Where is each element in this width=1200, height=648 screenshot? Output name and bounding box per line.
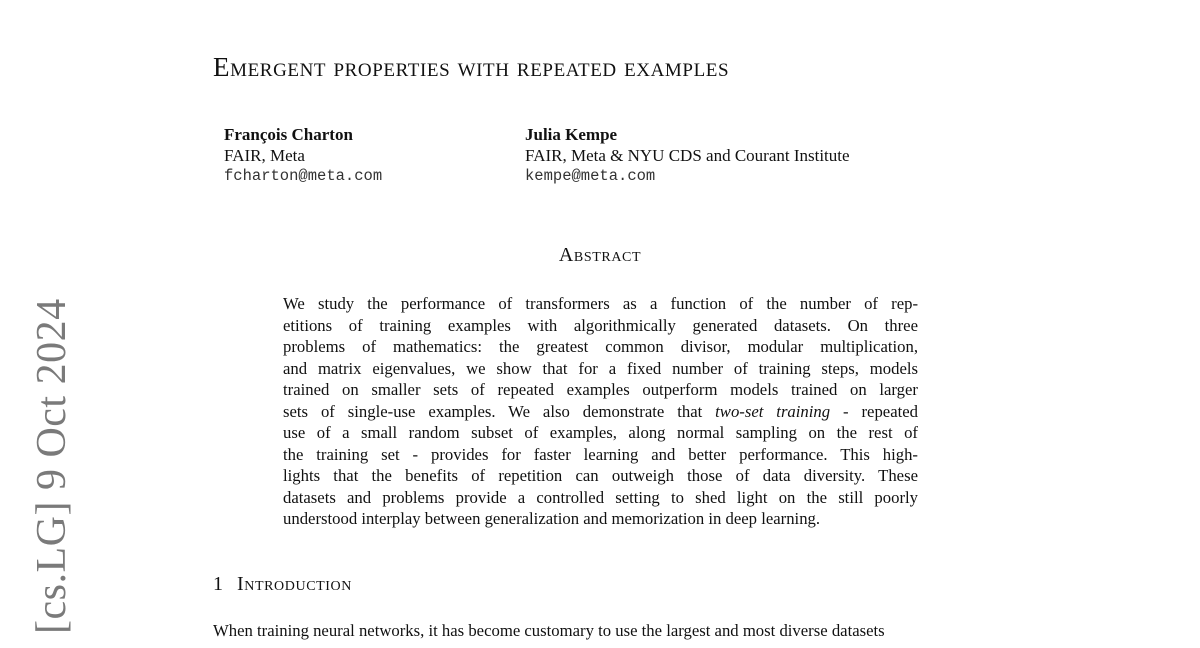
section-heading-introduction: [213, 573, 352, 596]
author-affiliation: FAIR, Meta: [224, 146, 305, 165]
abstract-line: etitions of training examples with algorithmically generated datasets. On three: [283, 315, 918, 335]
abstract-line: datasets and problems provide a controlled setting to shed light on the still poorly: [283, 487, 918, 507]
author-email[interactable]: kempe@meta.com: [525, 167, 656, 185]
author-email[interactable]: fcharton@meta.com: [224, 167, 383, 185]
abstract-line: the training set - provides for faster learning and better performance. This high-: [283, 444, 918, 464]
abstract-emphasis: two-set training: [715, 401, 831, 421]
section-title: Introduction: [237, 573, 352, 595]
abstract-line: lights that the benefits of repetition can outweigh those of data diversity. These: [283, 466, 918, 485]
author-block-1: [224, 124, 382, 187]
abstract-line: and matrix eigenvalues, we show that for a fixed number of training steps, models: [283, 358, 918, 378]
arxiv-sidebar-stamp: [cs.LG] 9 Oct 2024: [29, 298, 75, 634]
author-name: François Charton: [224, 125, 353, 144]
section-number: 1: [213, 573, 223, 595]
abstract-line-text: - repeated: [830, 401, 919, 421]
abstract-line: use of a small random subset of examples, along normal sampling on the rest of: [283, 423, 918, 442]
abstract-line-text: sets of single-use examples. We also demonstrate that: [283, 401, 716, 421]
intro-paragraph-line: When training neural networks, it has become customary to use the largest and most diverse datasets: [213, 621, 885, 640]
author-name: Julia Kempe: [525, 125, 618, 144]
paper-title: Emergent properties with repeated examples: [213, 52, 730, 82]
abstract-line: problems of mathematics: the greatest common divisor, modular multiplication,: [283, 337, 918, 356]
author-affiliation: FAIR, Meta & NYU CDS and Courant Institute: [525, 146, 850, 165]
author-block-2: [525, 124, 850, 187]
abstract-line: We study the performance of transformers as a function of the number of rep-: [283, 294, 918, 313]
abstract-body: [283, 293, 918, 530]
abstract-heading: Abstract: [558, 244, 642, 266]
abstract-line: trained on smaller sets of repeated examples outperform models trained on larger: [283, 380, 918, 399]
abstract-line: understood interplay between generalization and memorization in deep learning.: [283, 509, 821, 528]
abstract-line: [283, 401, 918, 423]
